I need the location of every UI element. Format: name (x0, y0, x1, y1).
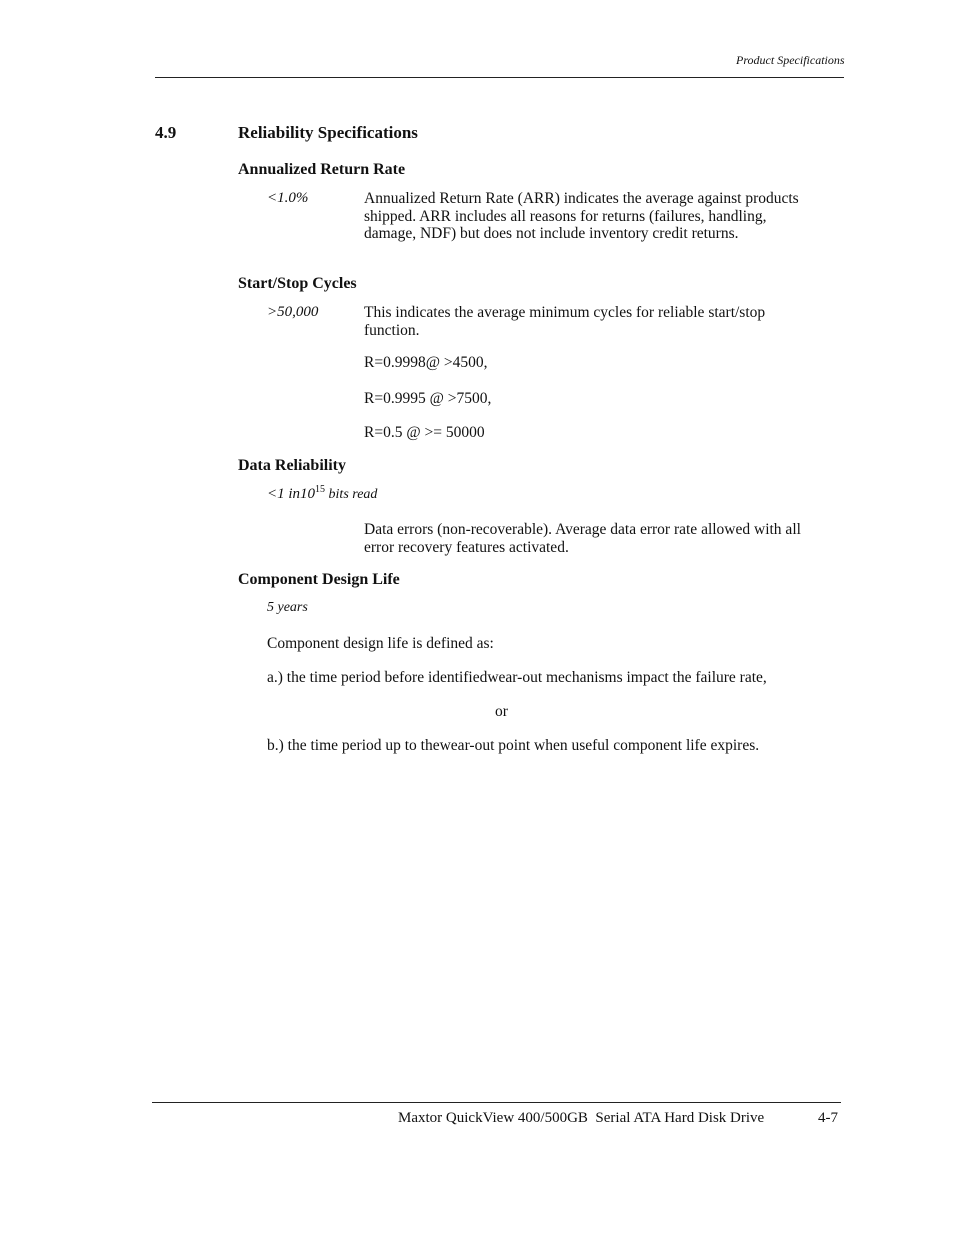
data-reliability-heading: Data Reliability (238, 457, 346, 474)
data-reliability-value (267, 486, 377, 503)
data-reliability-exponent: 15 (315, 484, 326, 495)
start-stop-value: >50,000 (267, 304, 319, 320)
r-value-3: R=0.5 @ >= 50000 (364, 424, 485, 441)
design-life-intro: Component design life is defined as: (267, 635, 494, 652)
start-stop-heading: Start/Stop Cycles (238, 275, 357, 292)
footer-page-number: 4-7 (818, 1110, 838, 1126)
start-stop-description: This indicates the average minimum cycles for reliable start/stop function. (364, 304, 766, 339)
footer-doc-title: Maxtor QuickView 400/500GB Serial ATA Hard Disk Drive (398, 1110, 765, 1126)
design-life-value: 5 years (267, 600, 308, 615)
design-life-heading: Component Design Life (238, 571, 400, 588)
design-life-item-a: a.) the time period before identifiedwear-out mechanisms impact the failure rate, (267, 669, 767, 686)
arr-value: <1.0% (267, 190, 309, 206)
section-number: 4.9 (155, 123, 177, 142)
header-rule (155, 77, 844, 78)
r-value-2: R=0.9995 @ >7500, (364, 390, 492, 407)
footer-rule (152, 1102, 841, 1103)
section-title: Reliability Specifications (238, 123, 418, 142)
design-life-item-b: b.) the time period up to thewear-out point when useful component life expires. (267, 737, 760, 754)
data-reliability-value-prefix: <1 in10 (267, 486, 316, 502)
r-value-1: R=0.9998@ >4500, (364, 354, 488, 371)
data-reliability-value-suffix: bits read (325, 487, 378, 502)
design-life-connector: or (495, 703, 508, 720)
data-reliability-description: Data errors (non-recoverable). Average data error rate allowed with all error recovery features activated. (364, 521, 801, 556)
running-header: Product Specifications (736, 53, 845, 67)
arr-heading: Annualized Return Rate (238, 161, 406, 178)
arr-description: Annualized Return Rate (ARR) indicates the average against products shipped. ARR includes all reasons for returns (failures, handling, damage, NDF) but does not include inventory credit returns. (364, 190, 799, 242)
